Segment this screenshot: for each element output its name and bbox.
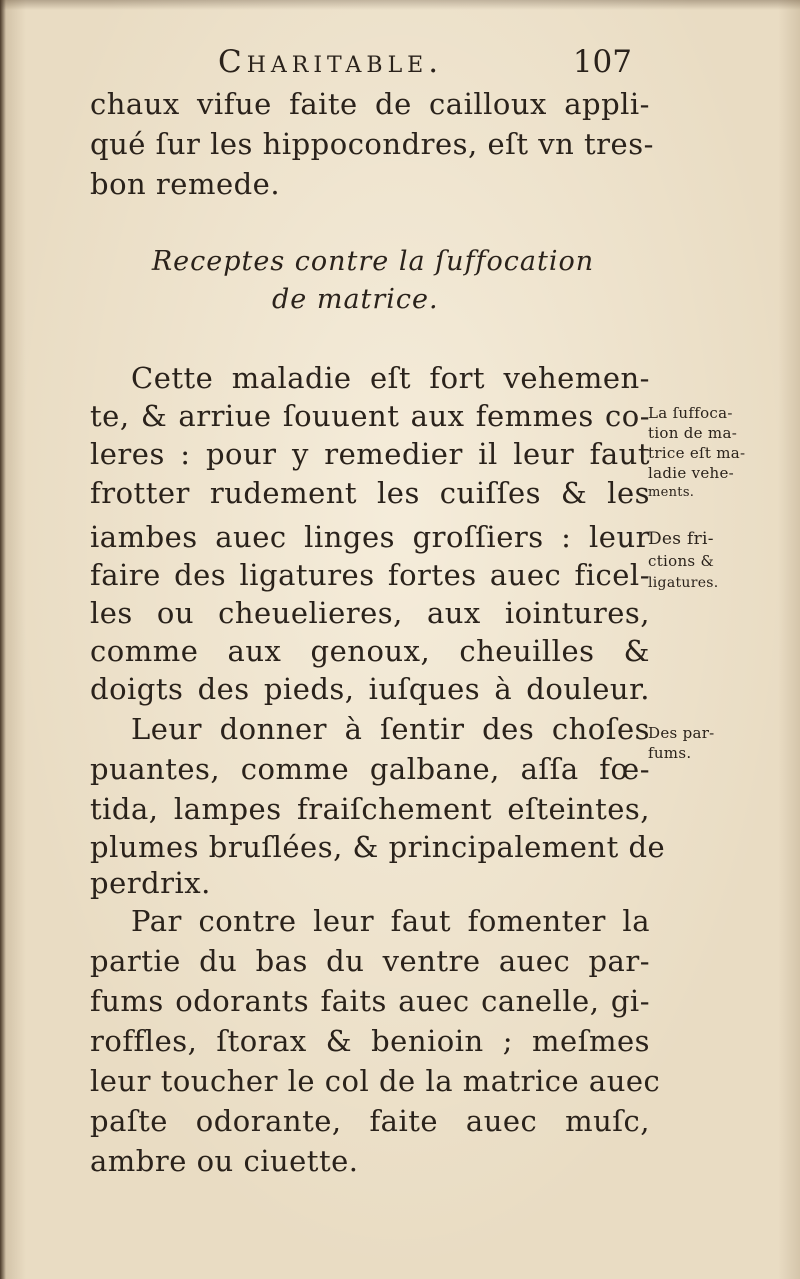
margin-note-perfumes (648, 723, 788, 763)
text-line: ambre ou ciuette. (90, 1144, 359, 1178)
page-number: 107 (572, 44, 632, 80)
margin-note-line: La ſuffoca- (648, 404, 733, 422)
margin-note-line: ments. (648, 485, 695, 500)
text-line: faire des ligatures fortes auec ficel- (90, 558, 650, 592)
text-line: te, & arriue ſouuent aux femmes co- (90, 399, 650, 433)
text-line: iambes auec linges groſſiers : leur (90, 520, 650, 554)
margin-note-suffocation (648, 403, 788, 503)
text-line: fums odorants faits auec canelle, gi- (90, 984, 650, 1018)
margin-note-line: ladie vehe- (648, 464, 735, 482)
text-line: perdrix. (90, 866, 211, 900)
margin-note-line: Des fri- (648, 529, 714, 549)
text-line: les ou cheuelieres, aux iointures, (90, 596, 650, 630)
section-heading-continued: de matrice. (272, 284, 439, 315)
text-line: partie du bas du ventre auec par- (90, 944, 650, 978)
running-header (218, 44, 638, 86)
margin-note-line: ctions & (648, 552, 715, 570)
text-line: Cette maladie eſt fort vehemen- (131, 361, 650, 395)
text-line: comme aux genoux, cheuilles & (90, 634, 650, 668)
running-title: Charitable. (218, 44, 444, 80)
margin-note-line: trice eſt ma- (648, 444, 746, 462)
text-line: qué ſur les hippocondres, eſt vn tres- (90, 127, 654, 161)
text-line: Par contre leur faut fomenter la (131, 904, 650, 938)
text-line: puantes, comme galbane, aſſa fœ- (90, 752, 650, 786)
section-heading: Receptes contre la ſuffocation (151, 246, 595, 277)
margin-note-line: ligatures. (648, 575, 719, 591)
text-line: doigts des pieds, iuſques à douleur. (90, 672, 650, 706)
text-line: frotter rudement les cuiſſes & les (90, 476, 650, 510)
margin-note-line: fums. (648, 744, 692, 762)
margin-note-line: Des par- (648, 724, 715, 742)
text-line: chaux vifue faite de cailloux appli- (90, 87, 650, 121)
text-line: roffles, ſtorax & benioin ; meſmes (90, 1024, 650, 1058)
margin-note-frictions (648, 528, 788, 594)
text-line: Leur donner à ſentir des choſes (131, 712, 650, 746)
text-line: leur toucher le col de la matrice auec (90, 1064, 661, 1098)
text-line: bon remede. (90, 167, 281, 201)
text-line: tida, lampes fraiſchement eſteintes, (90, 792, 650, 826)
page-edge-shadow (0, 0, 6, 1279)
text-line: plumes bruſlées, & principalement de (90, 830, 666, 864)
text-line: leres : pour y remedier il leur faut (90, 437, 650, 471)
text-line: paſte odorante, faite auec muſc, (90, 1104, 650, 1138)
margin-note-line: tion de ma- (648, 424, 738, 442)
